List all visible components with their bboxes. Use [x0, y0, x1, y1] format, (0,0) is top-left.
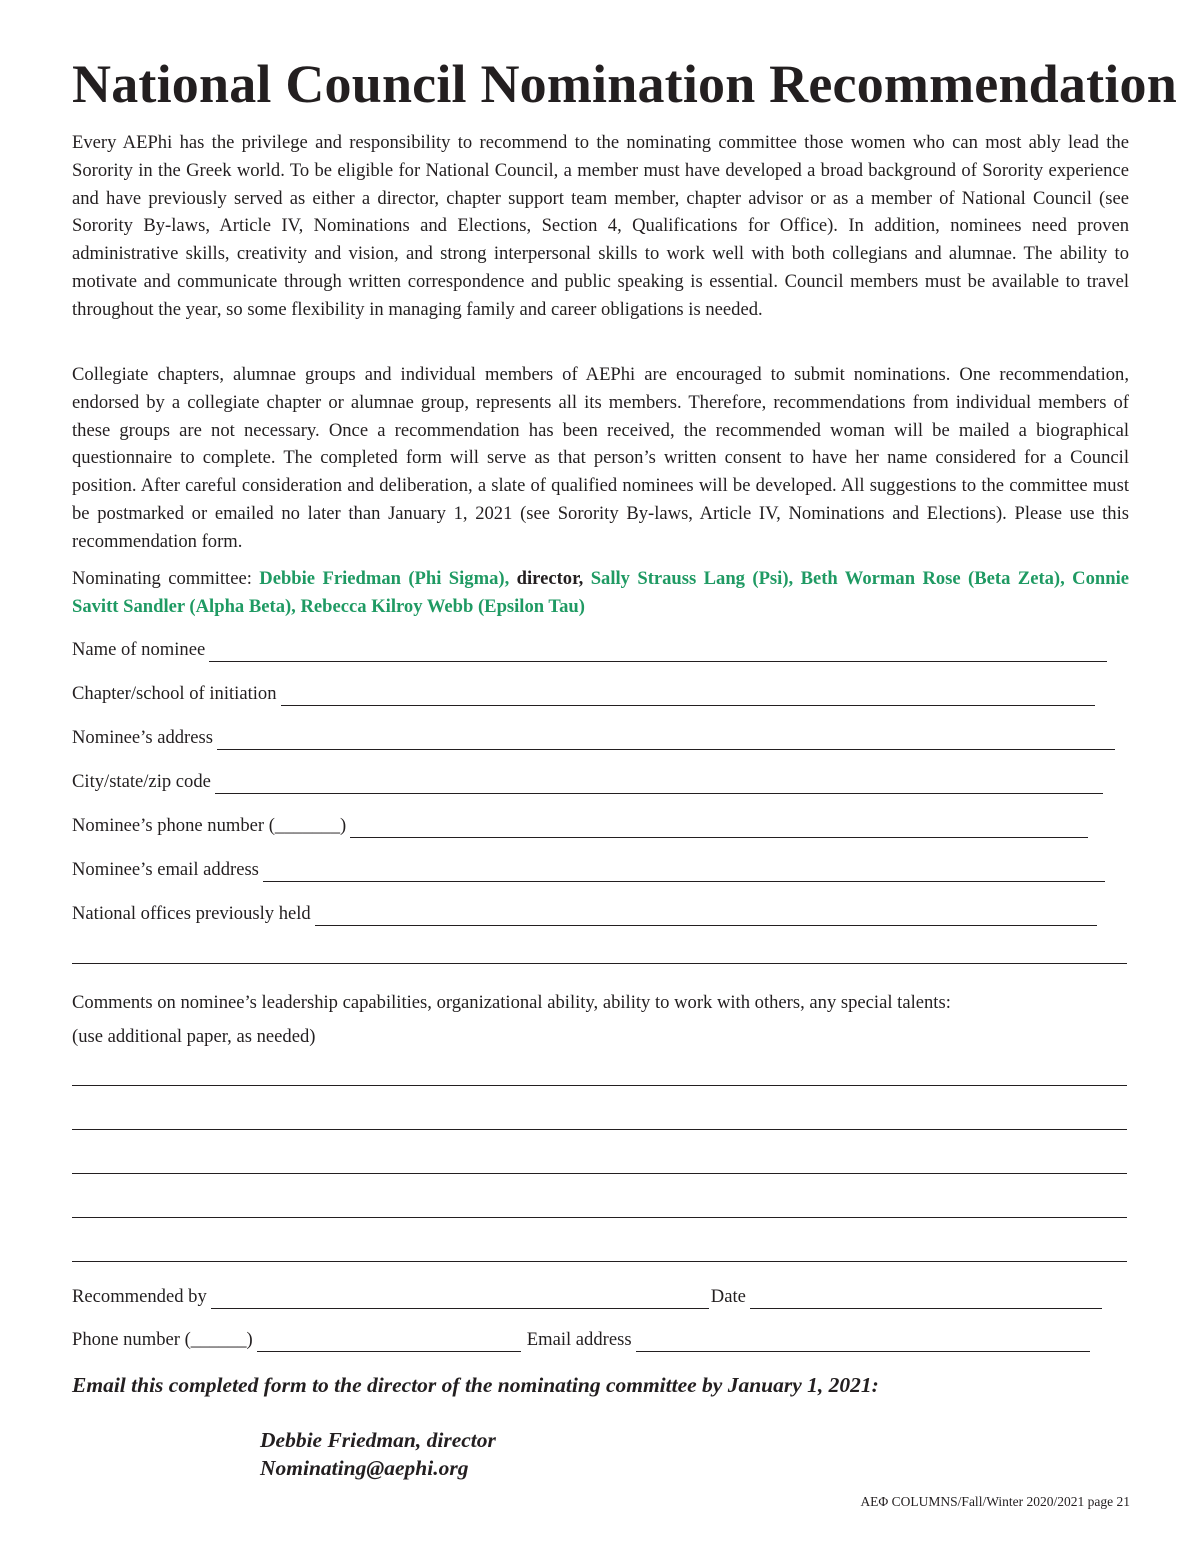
phone-number-input-line[interactable] — [257, 1333, 521, 1352]
field-label: Nominee’s phone number (_______) — [72, 815, 347, 836]
field-city-state-zip — [72, 770, 1103, 794]
intro-paragraph: Every AEPhi has the privilege and responsibility to recommend to the nominating committee those women who can most ably lead the Sorority in the Greek world. To be eligible for National Council, a member must have developed a broad background of Sorority experience and have previously served as either a director, chapter support team member, chapter advisor or as a member of National Council (see Sorority By-laws, Article IV, Nominations and Elections, Section 4, Qualifications for Office). In addition, nominees need proven administrative skills, creativity and vision, and strong interpersonal skills to work well with both collegians and alumnae. The ability to motivate and communicate through written correspondence and public speaking is essential. Council members must be available to travel throughout the year, so some flexibility in managing family and career obligations is needed. — [72, 132, 1129, 320]
director-email: Nominating@aephi.org — [260, 1456, 469, 1480]
field-label: Phone number (______) — [72, 1329, 253, 1350]
page-title: National Council Nomination Recommendation — [72, 54, 1177, 114]
page-footer: AEΦ COLUMNS/Fall/Winter 2020/2021 page 21 — [860, 1494, 1130, 1509]
submission-paragraph: Collegiate chapters, alumnae groups and individual members of AEPhi are encouraged to submit nominations. One recommendation, endorsed by a collegiate chapter or alumnae group, represents all its members. Therefore, recommendations from individual members of these groups are not necessary. Once a recommendation has been received, the recommended woman will be mailed a biographical questionnaire to complete. The completed form will serve as that person’s written consent to have her name considered for a Council position. After careful consideration and deliberation, a slate of qualified nominees will be developed. All suggestions to the committee must be postmarked or emailed no later than January 1, 2021 (see Sorority By-laws, Article IV, Nominations and Elections). Please use this recommendation form. — [72, 364, 1129, 552]
comments-note: (use additional paper, as needed) — [72, 1026, 316, 1047]
field-chapter-school — [72, 682, 1095, 706]
field-recommended-by — [72, 1285, 1102, 1309]
committee-members: Sally Strauss Lang (Psi), Beth Worman Rose (Beta Zeta), Connie Savitt Sandler (Alpha Beta), Rebecca Kilroy Webb (Epsilon Tau) — [72, 568, 1129, 617]
field-label: City/state/zip code — [72, 771, 211, 792]
field-nominee-email — [72, 858, 1105, 882]
nominee-address-input-line[interactable] — [217, 731, 1115, 750]
name-of-nominee-input-line[interactable] — [209, 643, 1107, 662]
field-nominee-address — [72, 726, 1115, 750]
field-label: Chapter/school of initiation — [72, 683, 277, 704]
field-phone-number — [72, 1328, 1090, 1352]
comments-line[interactable] — [72, 1085, 1127, 1086]
director-contact — [260, 1426, 496, 1482]
comments-line[interactable] — [72, 1173, 1127, 1174]
field-label: National offices previously held — [72, 903, 311, 924]
city-state-zip-input-line[interactable] — [215, 775, 1103, 794]
email-address-label: Email address — [526, 1329, 632, 1350]
comments-line[interactable] — [72, 1129, 1127, 1130]
field-label: Name of nominee — [72, 639, 206, 660]
date-label: Date — [710, 1286, 746, 1307]
committee-label: Nominating committee: — [72, 568, 252, 589]
email-address-input-line[interactable] — [636, 1333, 1090, 1352]
field-label: Nominee’s address — [72, 727, 213, 748]
comments-label: Comments on nominee’s leadership capabilities, organizational ability, ability to work with others, any special talents: — [72, 992, 951, 1013]
field-label: Nominee’s email address — [72, 859, 259, 880]
national-offices-extra-line[interactable] — [72, 963, 1127, 964]
national-offices-input-line[interactable] — [315, 907, 1097, 926]
comments-section — [72, 986, 1129, 1054]
field-nominee-phone — [72, 814, 1088, 838]
nominating-committee — [72, 565, 1129, 621]
date-input-line[interactable] — [750, 1290, 1102, 1309]
field-label: Recommended by — [72, 1286, 207, 1307]
nominee-phone-input-line[interactable] — [350, 819, 1088, 838]
field-national-offices — [72, 902, 1097, 926]
recommended-by-input-line[interactable] — [211, 1290, 709, 1309]
comments-line[interactable] — [72, 1217, 1127, 1218]
director-name: Debbie Friedman, director — [260, 1428, 496, 1452]
comments-line[interactable] — [72, 1261, 1127, 1262]
submission-instruction: Email this completed form to the director of the nominating committee by January 1, 2021: — [72, 1373, 879, 1397]
chapter-school-input-line[interactable] — [281, 687, 1095, 706]
committee-director-role: director, — [516, 568, 584, 589]
field-name-of-nominee — [72, 638, 1107, 662]
nominee-email-input-line[interactable] — [263, 863, 1105, 882]
committee-director-name: Debbie Friedman (Phi Sigma), — [259, 568, 510, 589]
